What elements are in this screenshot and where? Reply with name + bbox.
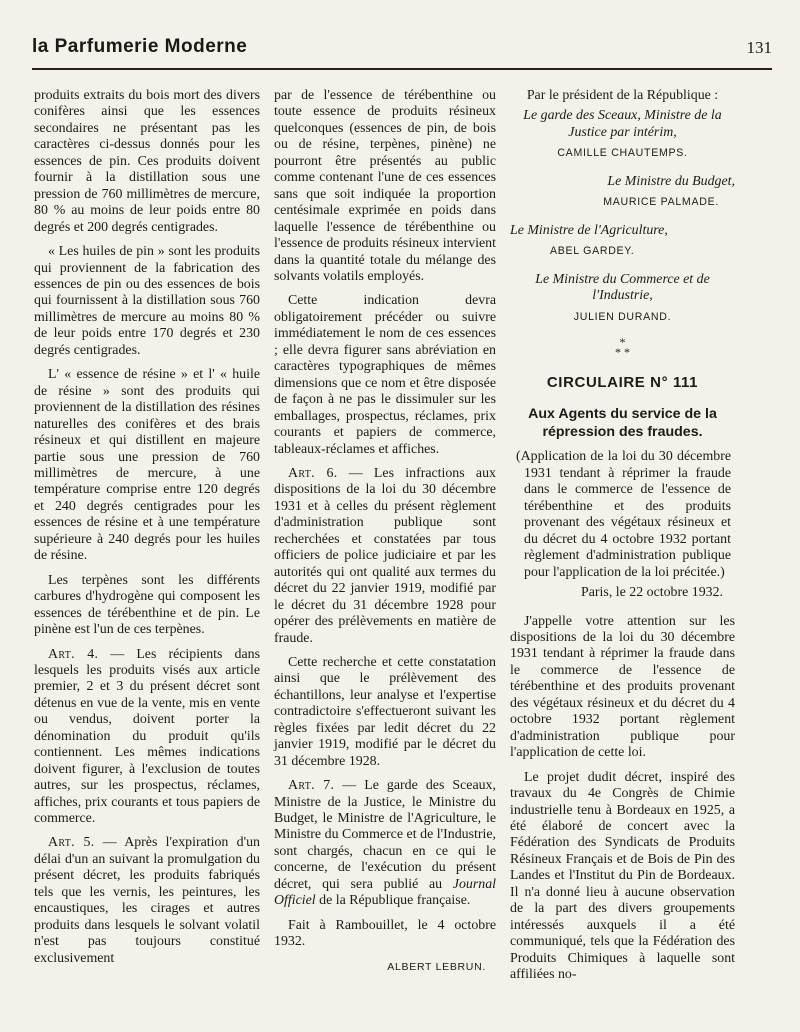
- minister-name: CAMILLE CHAUTEMPS.: [557, 147, 688, 160]
- circular-title: CIRCULAIRE N° 111: [546, 373, 699, 391]
- article-text: — Les récipients dans lesquels les produits visés aux article premier, 2 et 3 du présent décret sont détenus en vue de la vente, mis en vente ou vendus, doivent porter la dénomination du produit qu'ils contiennent. Les mêmes indications doivent figurer, à l'exclusion de toutes autres, sur les prospectus, réclames, affiches, prix courants et tous papiers de commerce.: [34, 646, 260, 827]
- star-bottom: * *: [615, 344, 630, 359]
- circular-subtitle: Aux Agents du service de la répression des fraudes.: [528, 406, 717, 441]
- page-number: 131: [746, 38, 772, 57]
- minister-title: Le garde des Sceaux, Ministre de la Justice par intérim,: [523, 108, 722, 140]
- president-line: Par le président de la République :: [526, 88, 719, 103]
- article-text: de la République française.: [315, 893, 471, 909]
- minister-title: Le Ministre du Commerce et de l'Industrie,: [535, 271, 710, 304]
- header-rule: [32, 68, 772, 70]
- journal-title: la Parfumerie Moderne: [32, 36, 248, 57]
- article-label: Art. 5.: [48, 835, 95, 851]
- paragraph: Le projet dudit décret, inspiré des travaux du 4e Congrès de Chimie industrielle tenu à Bordeaux en 1925, a été élaboré de concert avec la Fédération des Syndicats de Produits Résineux Français et de Bois de Pin des Landes et l'Institut du Pin de Bordeaux. Il n'a donné lieu à aucune observation de la part des divers groupements intéressés auxquels il a été communiqué, tels que la Fédération des Produits Chimiques à laquelle sont affiliées no-: [510, 769, 735, 983]
- article-text: — Le garde des Sceaux, Ministre de la Justice, le Ministre du Budget, le Ministre de l'Agriculture, le Ministre du Commerce et de l'Industrie, sont chargés, chacun en ce qui le concerne, de l'exécution du présent décret, qui sera publié au: [274, 778, 496, 892]
- article-5: [34, 835, 260, 967]
- article-6: [274, 466, 496, 647]
- paragraph: Fait à Rambouillet, le 4 octobre 1932.: [274, 917, 496, 950]
- paragraph: J'appelle votre attention sur les dispositions de la loi du 30 décembre 1931 tendant à réprimer la fraude dans le commerce de l'essence de térébenthine et des produits provenant des végétaux résineux et du décret du 4 octobre 1932 portant règlement d'administration publique pour l'application de cette loi.: [510, 613, 735, 761]
- article-label: Art. 4.: [48, 646, 99, 662]
- journal-officiel: Journal Officiel: [274, 876, 496, 909]
- article-text: — Les infractions aux dispositions de la loi du 30 décembre 1931 et à celles du présent règlement d'administration publique sont recherchées et constatées par tous officiers de police judiciaire et par les autorités qui ont qualité aux termes du décret du 22 janvier 1919, modifié par le décret du 31 décembre 1928 pour opérer des prélèvements en matière de fraude.: [274, 465, 496, 646]
- star-top: *: [619, 334, 626, 349]
- article-label: Art. 6.: [288, 465, 338, 481]
- article-label: Art. 7.: [288, 778, 335, 794]
- column-2: [274, 88, 496, 975]
- paragraph: par de l'essence de térébenthine ou toute essence de produits résineux quelconques (essences de pin, de bois ou de résine, terpènes, pinène) ne pourront être présentés au public comme contenant l'une de ces essences sans que soit indiquée la proportion centésimale exprimée en poids dans laquelle l'essence de térébenthine ou l'essence de produits résineux intervient dans la quantité totale du mélange des solvants volatils employés.: [274, 88, 496, 284]
- paragraph: « Les huiles de pin » sont les produits qui proviennent de la fabrication des essences de pin ou des essences de bois qui fournissent à la distillation sous 760 millimètres de mercure au moins 80 % de leur poids entre 170 degrés et 230 degrés centigrades.: [34, 244, 260, 358]
- paragraph: Les terpènes sont les différents carbures d'hydrogène qui composent les essences de térébenthine et de pin. Le pinène est l'un de ces terpènes.: [34, 572, 260, 638]
- minister-name: MAURICE PALMADE.: [603, 196, 719, 209]
- minister-title: Le Ministre du Budget,: [607, 173, 735, 189]
- minister-title: Le Ministre de l'Agriculture,: [510, 222, 668, 238]
- circular-date: Paris, le 22 octobre 1932.: [581, 585, 723, 601]
- article-4: [34, 647, 260, 828]
- signature-lebrun: ALBERT LEBRUN.: [387, 960, 486, 973]
- page-header: [32, 36, 772, 66]
- circular-note: (Application de la loi du 30 décembre 1931 tendant à réprimer la fraude dans le commerce de l'essence de térébenthine et des produits provenant des végétaux résineux et du décret du 4 octobre 1932 portant règlement d'administration publique pour l'application de la loi précitée.): [516, 449, 731, 580]
- minister-name: JULIEN DURAND.: [573, 310, 672, 323]
- paragraph: produits extraits du bois mort des divers conifères ainsi que les essences secondaires ne présentant pas les caractères ci-dessus donnés pour les essences de pin. Ces produits doivent fournir à la distillation sous une pression de 760 millimètres de mercure, 80 % au moins de leur poids entre 80 degrés et 200 degrés centigrades.: [34, 88, 260, 235]
- paragraph: L' « essence de résine » et l' « huile de résine » sont des produits qui proviennent de la distillation des résines naturelles des conifères et des brais résineux et qui distillent en majeure partie sous une pression de 760 millimètres de mercure, à une température comprise entre 120 degrés et 240 degrés centigrades pour les essences de résine et à une température supérieure à 240 degrés pour les huiles de résine.: [34, 367, 260, 564]
- minister-name: ABEL GARDEY.: [550, 245, 635, 258]
- article-7: [274, 778, 496, 910]
- article-text: — Après l'expiration d'un délai d'un an suivant la promulgation du présent décret, les produits fabriqués tels que les vernis, les peintures, les encaustiques, les cirages et autres produits dans lesquels le solvant volatil n'est pas toujours constitué exclusivement: [34, 835, 260, 966]
- column-1: [34, 88, 260, 975]
- asterism: [510, 334, 735, 359]
- column-3: [510, 88, 735, 991]
- paragraph: Cette recherche et cette constatation ainsi que le prélèvement des échantillons, leur analyse et l'expertise contradictoire s'effectueront suivant les règles fixées par ledit décret du 22 janvier 1919, modifié par le décret du 31 décembre 1928.: [274, 654, 496, 769]
- paragraph: Cette indication devra obligatoirement précéder ou suivre immédiatement le nom de ces essences ; elle devra figurer sans abréviation en caractères typographiques de mêmes dimensions que ce nom et être disposée de façon à ne pas le dissimuler sur les emballages, prospectus, réclames, prix courants et papiers de commerce, tableaux-réclames et affiches.: [274, 293, 496, 457]
